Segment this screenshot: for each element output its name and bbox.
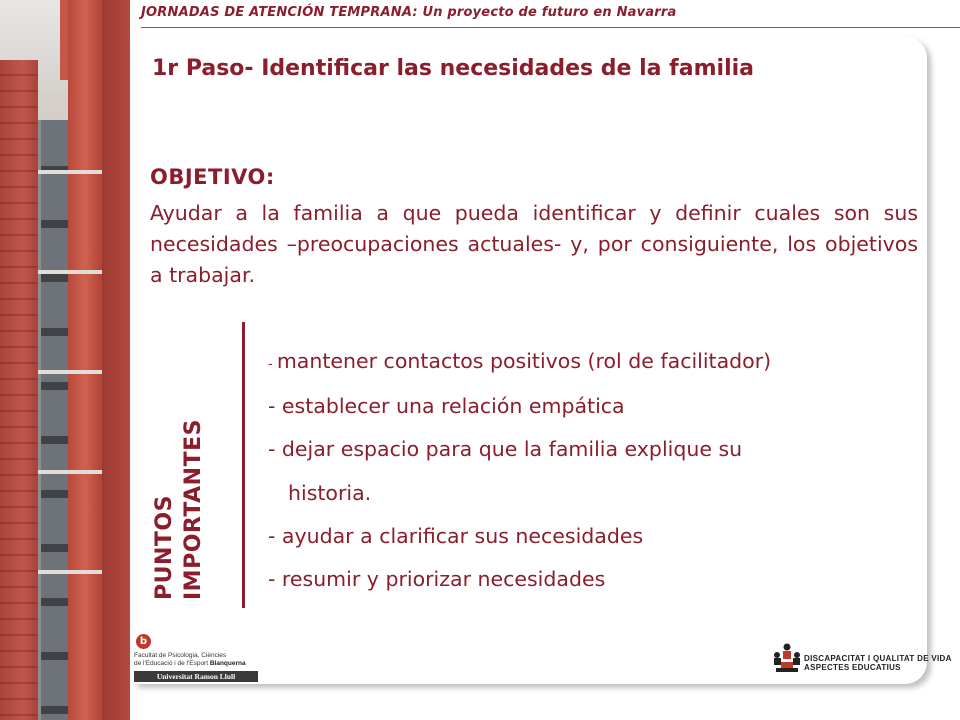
list-item: - resumir y priorizar necesidades <box>268 567 606 591</box>
list-item: - dejar espacio para que la familia explique su <box>268 437 743 461</box>
vertical-divider <box>242 322 245 608</box>
building-photo <box>0 0 130 720</box>
blanquerna-mark-icon: b <box>136 634 151 649</box>
header-text: JORNADAS DE ATENCIÓN TEMPRANA: Un proyecto de futuro en Navarra <box>141 5 677 20</box>
puntos-title-line2: IMPORTANTES <box>181 419 206 600</box>
list-item: - establecer una relación empática <box>268 394 625 418</box>
list-item: - ayudar a clarificar sus necesidades <box>268 524 644 548</box>
people-group-icon <box>772 642 802 674</box>
discapacitat-logo: DISCAPACITAT I QUALITAT DE VIDA ASPECTES EDUCATIUS <box>772 640 922 680</box>
objetivo-text: Ayudar a la familia a que pueda identificar y definir cuales son sus necesidades –preocupaciones actuales- y, por consiguiente, los objetivos a trabajar. <box>150 201 918 287</box>
header-divider <box>141 27 960 28</box>
puntos-importantes-title <box>150 419 208 600</box>
blanquerna-logo: b Facultat de Psicologia, Ciències de l'Educació i de l'Esport Blanquerna Universitat Ramon Llull <box>134 634 260 684</box>
slide-title: 1r Paso- Identificar las necesidades de la familia <box>152 56 754 81</box>
list-item: historia. <box>288 481 372 505</box>
list-item: - mantener contactos positivos (rol de facilitador) <box>268 349 772 373</box>
objetivo-label: OBJETIVO: <box>150 165 275 189</box>
puntos-title-line1: PUNTOS <box>152 495 177 600</box>
